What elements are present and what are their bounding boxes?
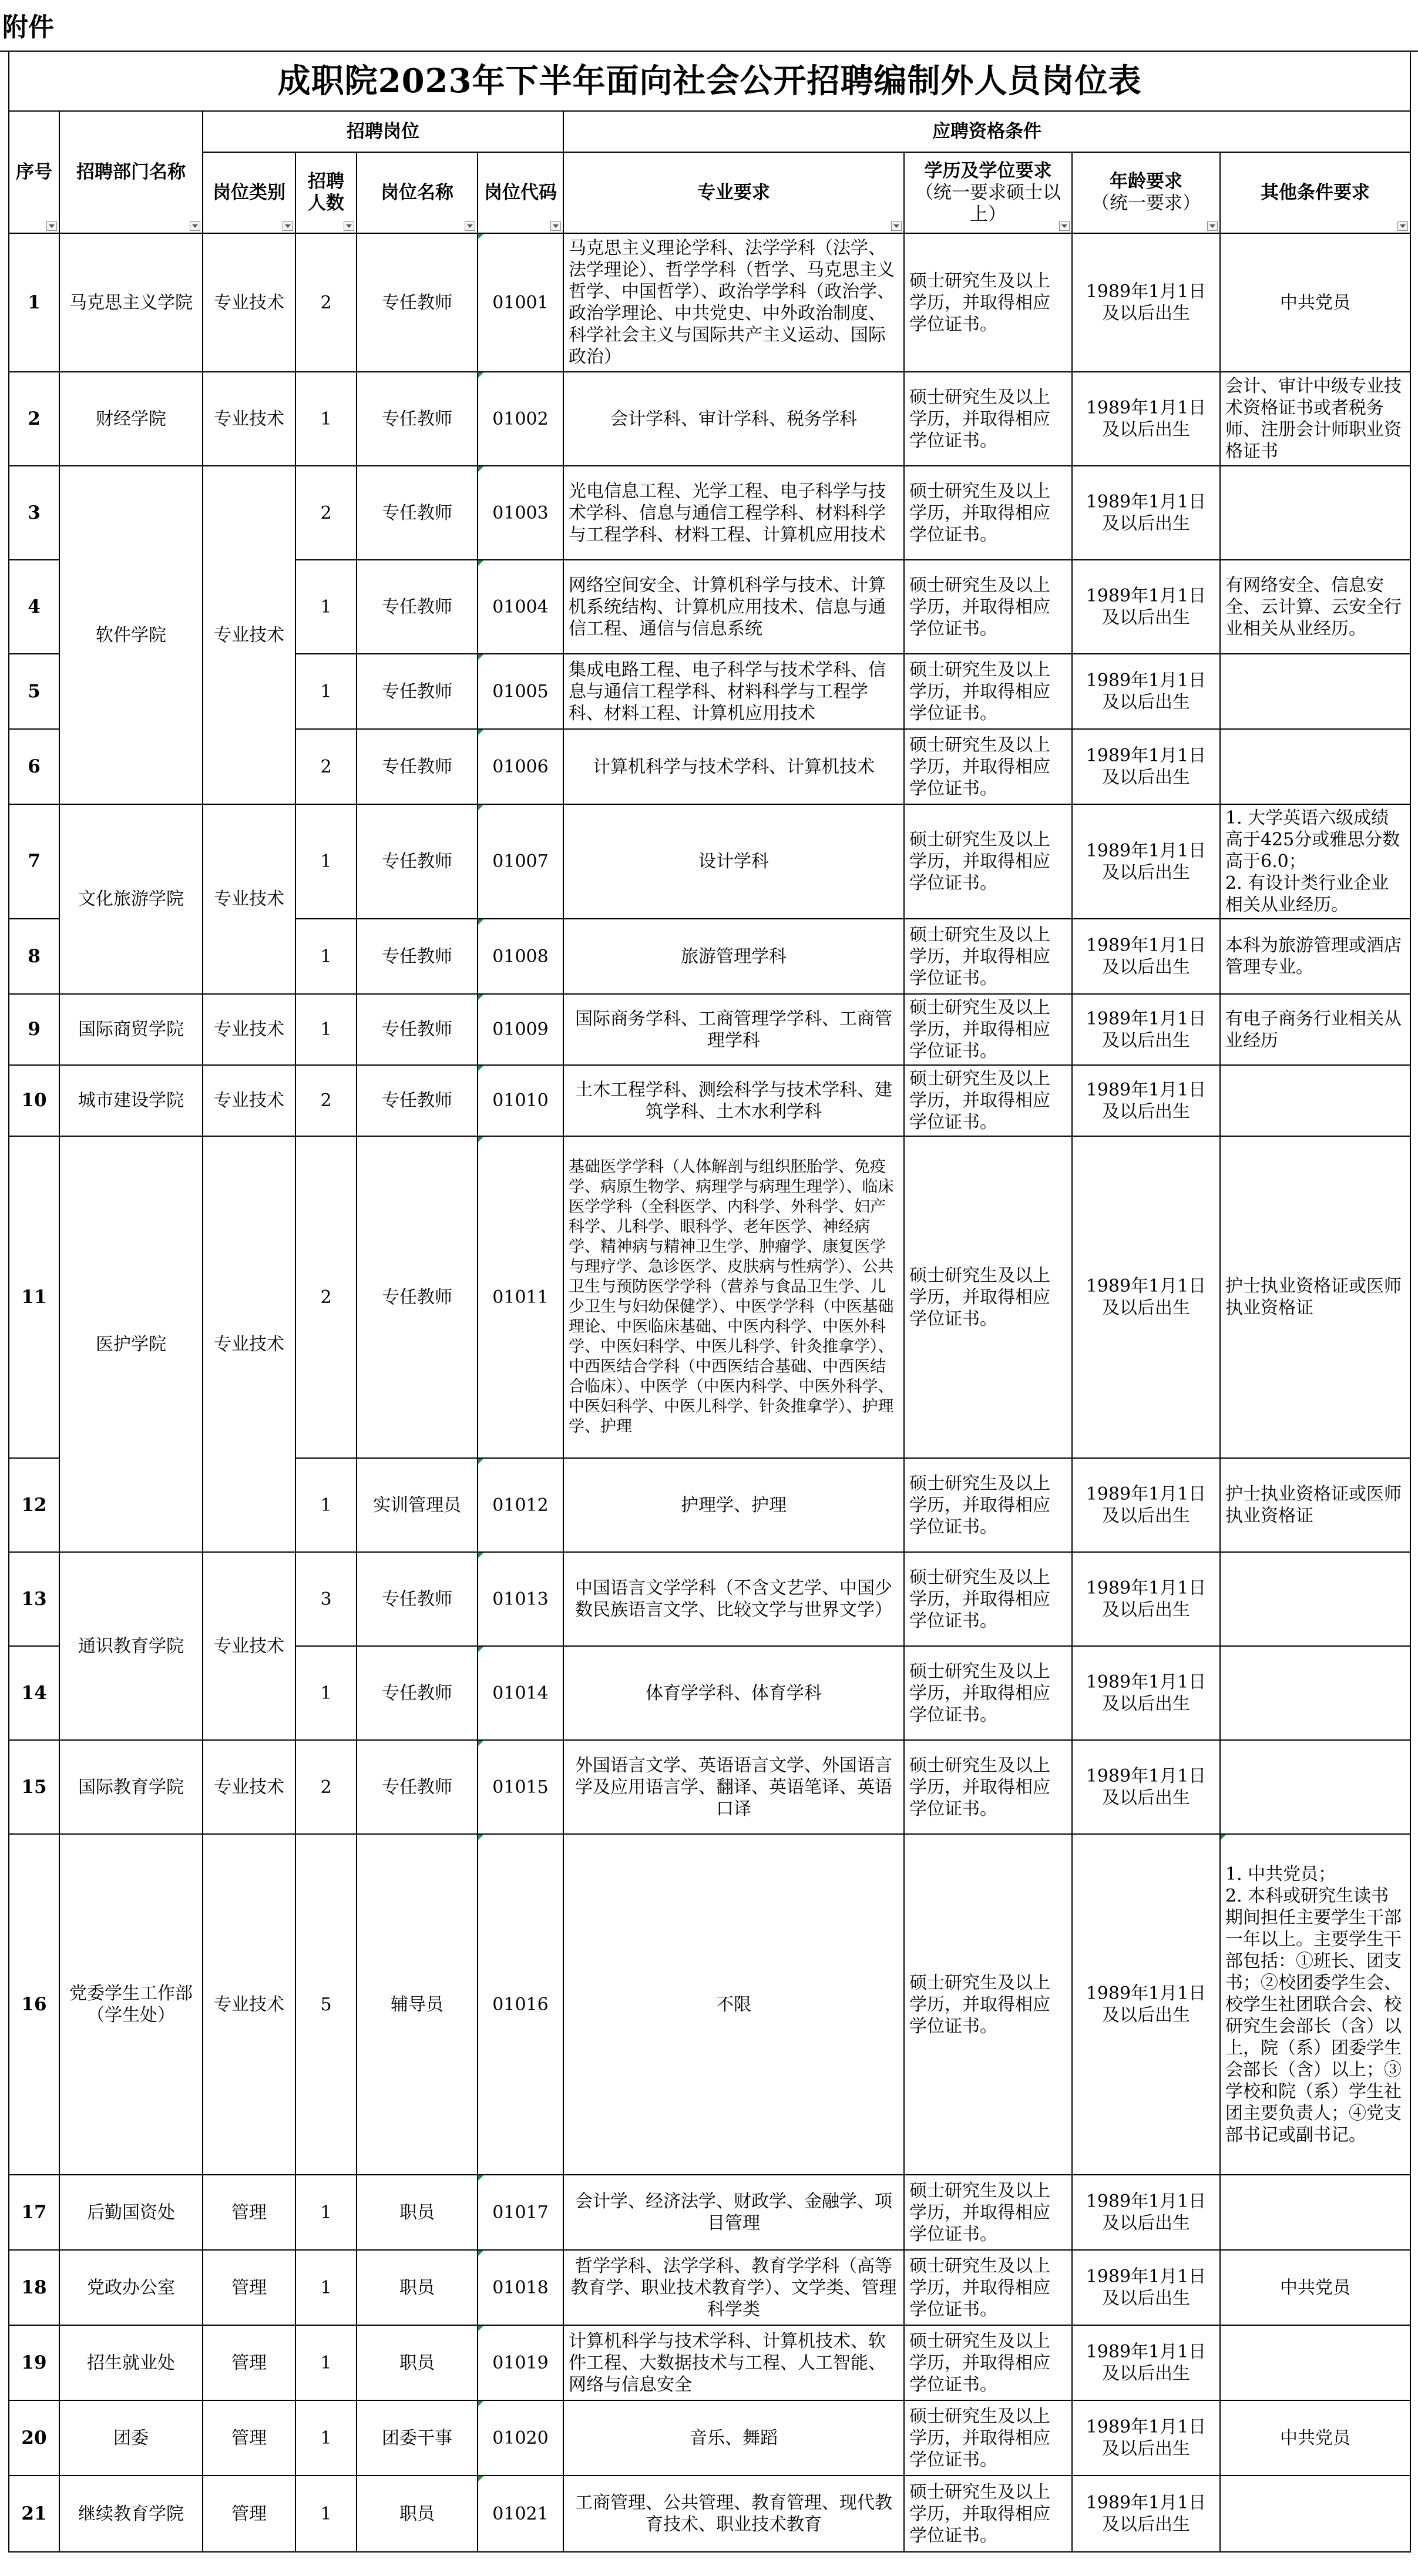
post-type-cell: 管理 (203, 2250, 295, 2325)
header-num: 招聘人数 (295, 152, 357, 233)
major-cell: 外国语言文学、英语语言文学、外国语言学及应用语言学、翻译、英语笔译、英语口译 (563, 1740, 904, 1834)
post-name-cell: 辅导员 (357, 1834, 478, 2175)
other-cell: 本科为旅游管理或酒店管理专业。 (1220, 919, 1410, 994)
age-cell: 1989年1月1日及以后出生 (1072, 2476, 1220, 2552)
degree-cell: 硕士研究生及以上学历，并取得相应学位证书。 (904, 2325, 1072, 2400)
row-index: 19 (9, 2325, 59, 2400)
table-row (9, 804, 1410, 919)
age-cell: 1989年1月1日及以后出生 (1072, 1834, 1220, 2175)
other-cell (1220, 1065, 1410, 1136)
table-row (9, 2325, 1410, 2400)
age-cell: 1989年1月1日及以后出生 (1072, 2325, 1220, 2400)
row-index: 20 (9, 2400, 59, 2476)
row-index: 4 (9, 560, 59, 654)
degree-cell: 硕士研究生及以上学历，并取得相应学位证书。 (904, 1834, 1072, 2175)
post-name-cell: 专任教师 (357, 729, 478, 804)
degree-cell: 硕士研究生及以上学历，并取得相应学位证书。 (904, 2476, 1072, 2552)
degree-cell: 硕士研究生及以上学历，并取得相应学位证书。 (904, 729, 1072, 804)
dept-cell: 马克思主义学院 (59, 233, 203, 372)
post-code-cell: 01021 (478, 2476, 563, 2552)
major-cell: 设计学科 (563, 804, 904, 919)
age-cell: 1989年1月1日及以后出生 (1072, 1740, 1220, 1834)
post-code-cell: 01012 (478, 1458, 563, 1552)
row-index: 15 (9, 1740, 59, 1834)
table-row (9, 233, 1410, 372)
filter-dropdown-icon[interactable] (465, 221, 475, 231)
other-cell: 会计、审计中级专业技术资格证书或者税务师、注册会计师职业资格证书 (1220, 372, 1410, 466)
major-cell: 计算机科学与技术学科、计算机技术、软件工程、大数据技术与工程、人工智能、网络与信息安全 (563, 2325, 904, 2400)
dept-cell: 团委 (59, 2400, 203, 2476)
recruit-num-cell: 3 (295, 1552, 357, 1646)
major-cell: 马克思主义理论学科、法学学科（法学、法学理论）、哲学学科（哲学、马克思主义哲学、中国哲学）、政治学学科（政治学、政治学理论、中共党史、中外政治制度、科学社会主义与国际共产主义运动、国际政治） (563, 233, 904, 372)
row-index: 13 (9, 1552, 59, 1646)
post-code-cell: 01004 (478, 560, 563, 654)
major-cell: 基础医学学科（人体解剖与组织胚胎学、免疫学、病原生物学、病理学与病理生理学）、临床医学学科（全科医学、内科学、外科学、妇产科学、儿科学、眼科学、老年医学、神经病学、精神病与精神卫生学、肿瘤学、康复医学与理疗学、急诊医学、皮肤病与性病学）、公共卫生与预防医学学科（营养与食品卫生学、儿少卫生与妇幼保健学）、中医学学科（中医基础理论、中医临床基础、中医内科学、中医外科学、中医妇科学、中医儿科学、针灸推拿学）、中西医结合学科（中西医结合基础、中西医结合临床）、中医学（中医内科学、中医外科学、中医妇科学、中医儿科学、针灸推拿学）、护理学、护理 (563, 1136, 904, 1458)
filter-dropdown-icon[interactable] (1207, 221, 1218, 231)
row-index: 18 (9, 2250, 59, 2325)
post-code-cell: 01003 (478, 466, 563, 560)
major-cell: 集成电路工程、电子科学与技术学科、信息与通信工程学科、材料科学与工程学科、材料工程、计算机应用技术 (563, 654, 904, 729)
post-type-cell: 专业技术 (203, 1740, 295, 1834)
row-index: 11 (9, 1136, 59, 1458)
post-name-cell: 专任教师 (357, 1552, 478, 1646)
post-type-cell: 专业技术 (203, 233, 295, 372)
degree-cell: 硕士研究生及以上学历，并取得相应学位证书。 (904, 1740, 1072, 1834)
cell-marker-icon (478, 1459, 483, 1464)
other-cell: 中共党员 (1220, 233, 1410, 372)
post-code-cell: 01018 (478, 2250, 563, 2325)
dept-cell: 通识教育学院 (59, 1552, 203, 1740)
major-cell: 哲学学科、法学学科、教育学学科（高等教育学、职业技术教育学）、文学类、管理科学类 (563, 2250, 904, 2325)
age-cell: 1989年1月1日及以后出生 (1072, 2400, 1220, 2476)
age-cell: 1989年1月1日及以后出生 (1072, 372, 1220, 466)
post-code-cell: 01019 (478, 2325, 563, 2400)
cell-marker-icon (478, 1066, 483, 1071)
other-cell (1220, 729, 1410, 804)
cell-marker-icon (478, 730, 483, 735)
post-name-cell: 专任教师 (357, 1646, 478, 1740)
major-cell: 国际商务学科、工商管理学学科、工商管理学科 (563, 994, 904, 1065)
age-cell: 1989年1月1日及以后出生 (1072, 994, 1220, 1065)
header-name: 岗位名称 (357, 152, 478, 233)
age-cell: 1989年1月1日及以后出生 (1072, 919, 1220, 994)
age-cell: 1989年1月1日及以后出生 (1072, 1065, 1220, 1136)
major-cell: 体育学学科、体育学科 (563, 1646, 904, 1740)
degree-cell: 硕士研究生及以上学历，并取得相应学位证书。 (904, 1552, 1072, 1646)
post-name-cell: 职员 (357, 2476, 478, 2552)
degree-cell: 硕士研究生及以上学历，并取得相应学位证书。 (904, 2400, 1072, 2476)
age-cell: 1989年1月1日及以后出生 (1072, 466, 1220, 560)
header-code: 岗位代码 (478, 152, 563, 233)
degree-cell: 硕士研究生及以上学历，并取得相应学位证书。 (904, 654, 1072, 729)
post-code-cell: 01015 (478, 1740, 563, 1834)
cell-marker-icon (478, 372, 483, 378)
post-name-cell: 专任教师 (357, 233, 478, 372)
row-index: 21 (9, 2476, 59, 2552)
filter-dropdown-icon[interactable] (46, 221, 57, 231)
other-cell: 有电子商务行业相关从业经历 (1220, 994, 1410, 1065)
header-type: 岗位类别 (203, 152, 295, 233)
dept-cell: 文化旅游学院 (59, 804, 203, 994)
row-index: 6 (9, 729, 59, 804)
post-name-cell: 职员 (357, 2325, 478, 2400)
other-cell (1220, 2325, 1410, 2400)
other-cell (1220, 2476, 1410, 2552)
row-index: 10 (9, 1065, 59, 1136)
dept-cell: 财经学院 (59, 372, 203, 466)
row-index: 5 (9, 654, 59, 729)
post-code-cell: 01006 (478, 729, 563, 804)
header-dept: 招聘部门名称 (59, 111, 203, 233)
filter-dropdown-icon[interactable] (344, 221, 354, 231)
cell-marker-icon (478, 805, 483, 810)
recruit-num-cell: 2 (295, 729, 357, 804)
recruit-num-cell: 1 (295, 804, 357, 919)
post-code-cell: 01016 (478, 1834, 563, 2175)
major-cell: 不限 (563, 1834, 904, 2175)
cell-marker-icon (1221, 1835, 1226, 1840)
row-index: 1 (9, 233, 59, 372)
recruit-num-cell: 1 (295, 372, 357, 466)
recruit-num-cell: 1 (295, 2250, 357, 2325)
other-cell (1220, 1646, 1410, 1740)
major-cell: 光电信息工程、光学工程、电子科学与技术学科、信息与通信工程学科、材料科学与工程学科、材料工程、计算机应用技术 (563, 466, 904, 560)
table-row (9, 2476, 1410, 2552)
post-code-cell: 01013 (478, 1552, 563, 1646)
major-cell: 会计学、经济法学、财政学、金融学、项目管理 (563, 2175, 904, 2250)
post-code-cell: 01020 (478, 2400, 563, 2476)
degree-cell: 硕士研究生及以上学历，并取得相应学位证书。 (904, 372, 1072, 466)
age-cell: 1989年1月1日及以后出生 (1072, 1646, 1220, 1740)
table-body (9, 233, 1410, 2552)
major-cell: 会计学科、审计学科、税务学科 (563, 372, 904, 466)
other-cell: 中共党员 (1220, 2400, 1410, 2476)
degree-cell: 硕士研究生及以上学历，并取得相应学位证书。 (904, 994, 1072, 1065)
post-name-cell: 专任教师 (357, 804, 478, 919)
dept-cell: 党委学生工作部（学生处） (59, 1834, 203, 2175)
post-code-cell: 01009 (478, 994, 563, 1065)
degree-cell: 硕士研究生及以上学历，并取得相应学位证书。 (904, 1136, 1072, 1458)
post-code-cell: 01002 (478, 372, 563, 466)
recruit-num-cell: 2 (295, 1740, 357, 1834)
post-code-cell: 01007 (478, 804, 563, 919)
cell-marker-icon (478, 1647, 483, 1652)
table-row (9, 994, 1410, 1065)
table-row (9, 1740, 1410, 1834)
dept-cell: 医护学院 (59, 1136, 203, 1552)
cell-marker-icon (478, 1137, 483, 1142)
post-type-cell: 专业技术 (203, 994, 295, 1065)
age-cell: 1989年1月1日及以后出生 (1072, 1552, 1220, 1646)
cell-marker-icon (478, 919, 483, 925)
major-cell: 工商管理、公共管理、教育管理、现代教育技术、职业技术教育 (563, 2476, 904, 2552)
recruit-num-cell: 2 (295, 1065, 357, 1136)
cell-marker-icon (478, 1553, 483, 1558)
post-code-cell: 01010 (478, 1065, 563, 1136)
post-name-cell: 专任教师 (357, 919, 478, 994)
dept-cell: 招生就业处 (59, 2325, 203, 2400)
post-name-cell: 实训管理员 (357, 1458, 478, 1552)
cell-marker-icon (478, 1835, 483, 1840)
degree-cell: 硕士研究生及以上学历，并取得相应学位证书。 (904, 1065, 1072, 1136)
dept-cell: 后勤国资处 (59, 2175, 203, 2250)
filter-dropdown-icon[interactable] (1059, 221, 1070, 231)
dept-cell: 城市建设学院 (59, 1065, 203, 1136)
post-type-cell: 专业技术 (203, 804, 295, 994)
cell-marker-icon (478, 2175, 483, 2181)
post-name-cell: 专任教师 (357, 1065, 478, 1136)
degree-cell: 硕士研究生及以上学历，并取得相应学位证书。 (904, 2175, 1072, 2250)
major-cell: 中国语言文学学科（不含文艺学、中国少数民族语言文学、比较文学与世界文学） (563, 1552, 904, 1646)
post-type-cell: 管理 (203, 2400, 295, 2476)
header-group-qual: 应聘资格条件 (563, 111, 1410, 152)
table-row (9, 1065, 1410, 1136)
degree-cell: 硕士研究生及以上学历，并取得相应学位证书。 (904, 466, 1072, 560)
table-row (9, 2400, 1410, 2476)
age-cell: 1989年1月1日及以后出生 (1072, 654, 1220, 729)
cell-marker-icon (478, 2476, 483, 2481)
post-code-cell: 01001 (478, 233, 563, 372)
filter-dropdown-icon[interactable] (550, 221, 561, 231)
major-cell: 网络空间安全、计算机科学与技术、计算机系统结构、计算机应用技术、信息与通信工程、通信与信息系统 (563, 560, 904, 654)
post-name-cell: 专任教师 (357, 994, 478, 1065)
cell-marker-icon (478, 466, 483, 472)
major-cell: 音乐、舞蹈 (563, 2400, 904, 2476)
post-name-cell: 专任教师 (357, 1740, 478, 1834)
table-row (9, 1136, 1410, 1458)
post-type-cell: 专业技术 (203, 372, 295, 466)
post-type-cell: 专业技术 (203, 1552, 295, 1740)
major-cell: 土木工程学科、测绘科学与技术学科、建筑学科、土木水利学科 (563, 1065, 904, 1136)
table-row (9, 1834, 1410, 2175)
row-index: 9 (9, 994, 59, 1065)
recruit-num-cell: 2 (295, 1136, 357, 1458)
degree-cell: 硕士研究生及以上学历，并取得相应学位证书。 (904, 919, 1072, 994)
cell-marker-icon (478, 2326, 483, 2331)
other-cell: 1. 中共党员； 2. 本科或研究生读书期间担任主要学生干部一年以上。主要学生干部包括：①班长、团支书；②校团委学生会、校学生社团联合会、校研究生会部长（含）以上，院（系）团委学生会部长（含）以上；③学校和院（系）学生社团主要负责人；④党支部书记或副书记。 (1220, 1834, 1410, 2175)
post-name-cell: 团委干事 (357, 2400, 478, 2476)
age-cell: 1989年1月1日及以后出生 (1072, 804, 1220, 919)
filter-dropdown-icon[interactable] (190, 221, 200, 231)
post-code-cell: 01005 (478, 654, 563, 729)
post-code-cell: 01011 (478, 1136, 563, 1458)
dept-cell: 软件学院 (59, 466, 203, 804)
header-age: 年龄要求 （统一要求） (1072, 152, 1220, 233)
cell-marker-icon (478, 995, 483, 1000)
major-cell: 计算机科学与技术学科、计算机技术 (563, 729, 904, 804)
filter-dropdown-icon[interactable] (1397, 221, 1408, 231)
major-cell: 护理学、护理 (563, 1458, 904, 1552)
age-cell: 1989年1月1日及以后出生 (1072, 1458, 1220, 1552)
table-row (9, 2250, 1410, 2325)
age-cell: 1989年1月1日及以后出生 (1072, 1136, 1220, 1458)
other-cell (1220, 1552, 1410, 1646)
header-major: 专业要求 (563, 152, 904, 233)
post-code-cell: 01008 (478, 919, 563, 994)
recruit-num-cell: 1 (295, 2476, 357, 2552)
post-type-cell: 专业技术 (203, 1065, 295, 1136)
degree-cell: 硕士研究生及以上学历，并取得相应学位证书。 (904, 1646, 1072, 1740)
table-row (9, 2175, 1410, 2250)
post-name-cell: 专任教师 (357, 654, 478, 729)
recruit-num-cell: 2 (295, 233, 357, 372)
cell-marker-icon (478, 654, 483, 660)
post-type-cell: 管理 (203, 2175, 295, 2250)
row-index: 3 (9, 466, 59, 560)
age-cell: 1989年1月1日及以后出生 (1072, 2250, 1220, 2325)
post-type-cell: 专业技术 (203, 1136, 295, 1552)
recruit-num-cell: 1 (295, 654, 357, 729)
post-code-cell: 01014 (478, 1646, 563, 1740)
other-cell: 1. 大学英语六级成绩高于425分或雅思分数高于6.0； 2. 有设计类行业企业相关从业经历。 (1220, 804, 1410, 919)
post-type-cell: 专业技术 (203, 1834, 295, 2175)
table-title: 成职院2023年下半年面向社会公开招聘编制外人员岗位表 (9, 51, 1410, 111)
table-row (9, 1552, 1410, 1646)
other-cell: 中共党员 (1220, 2250, 1410, 2325)
filter-dropdown-icon[interactable] (283, 221, 293, 231)
other-cell: 有网络安全、信息安全、云计算、云安全行业相关从业经历。 (1220, 560, 1410, 654)
cell-marker-icon (478, 560, 483, 566)
row-index: 7 (9, 804, 59, 919)
cell-marker-icon (478, 1741, 483, 1746)
age-cell: 1989年1月1日及以后出生 (1072, 2175, 1220, 2250)
row-index: 8 (9, 919, 59, 994)
recruitment-table-wrapper (8, 51, 1410, 2553)
other-cell (1220, 654, 1410, 729)
post-name-cell: 专任教师 (357, 560, 478, 654)
recruit-num-cell: 1 (295, 994, 357, 1065)
recruit-num-cell: 1 (295, 919, 357, 994)
other-cell (1220, 2175, 1410, 2250)
post-code-cell: 01017 (478, 2175, 563, 2250)
degree-cell: 硕士研究生及以上学历，并取得相应学位证书。 (904, 233, 1072, 372)
header-other: 其他条件要求 (1220, 152, 1410, 233)
cell-marker-icon (478, 2251, 483, 2256)
other-cell: 护士执业资格证或医师执业资格证 (1220, 1136, 1410, 1458)
post-type-cell: 专业技术 (203, 466, 295, 804)
recruit-num-cell: 1 (295, 1646, 357, 1740)
row-index: 12 (9, 1458, 59, 1552)
age-cell: 1989年1月1日及以后出生 (1072, 233, 1220, 372)
post-name-cell: 职员 (357, 2250, 478, 2325)
filter-dropdown-icon[interactable] (891, 221, 902, 231)
dept-cell: 党政办公室 (59, 2250, 203, 2325)
degree-cell: 硕士研究生及以上学历，并取得相应学位证书。 (904, 2250, 1072, 2325)
table-row (9, 372, 1410, 466)
row-index: 17 (9, 2175, 59, 2250)
recruit-num-cell: 5 (295, 1834, 357, 2175)
cell-marker-icon (478, 2401, 483, 2406)
post-name-cell: 专任教师 (357, 372, 478, 466)
post-name-cell: 专任教师 (357, 1136, 478, 1458)
recruit-num-cell: 1 (295, 2400, 357, 2476)
attachment-label: 附件 (2, 12, 54, 42)
dept-cell: 国际教育学院 (59, 1740, 203, 1834)
major-cell: 旅游管理学科 (563, 919, 904, 994)
post-name-cell: 专任教师 (357, 466, 478, 560)
age-cell: 1989年1月1日及以后出生 (1072, 560, 1220, 654)
degree-cell: 硕士研究生及以上学历，并取得相应学位证书。 (904, 1458, 1072, 1552)
degree-cell: 硕士研究生及以上学历，并取得相应学位证书。 (904, 560, 1072, 654)
recruit-num-cell: 1 (295, 2325, 357, 2400)
post-type-cell: 管理 (203, 2476, 295, 2552)
row-index: 16 (9, 1834, 59, 2175)
recruitment-table (8, 51, 1411, 2553)
header-index: 序号 (9, 111, 59, 233)
dept-cell: 国际商贸学院 (59, 994, 203, 1065)
recruit-num-cell: 1 (295, 2175, 357, 2250)
cell-marker-icon (478, 234, 483, 239)
other-cell: 护士执业资格证或医师执业资格证 (1220, 1458, 1410, 1552)
row-index: 2 (9, 372, 59, 466)
degree-cell: 硕士研究生及以上学历，并取得相应学位证书。 (904, 804, 1072, 919)
other-cell (1220, 466, 1410, 560)
age-cell: 1989年1月1日及以后出生 (1072, 729, 1220, 804)
row-index: 14 (9, 1646, 59, 1740)
post-name-cell: 职员 (357, 2175, 478, 2250)
other-cell (1220, 1740, 1410, 1834)
recruit-num-cell: 1 (295, 560, 357, 654)
table-row (9, 466, 1410, 560)
dept-cell: 继续教育学院 (59, 2476, 203, 2552)
header-degree: 学历及学位要求 （统一要求硕士以上） (904, 152, 1072, 233)
recruit-num-cell: 2 (295, 466, 357, 560)
post-type-cell: 管理 (203, 2325, 295, 2400)
recruit-num-cell: 1 (295, 1458, 357, 1552)
header-group-post: 招聘岗位 (203, 111, 563, 152)
